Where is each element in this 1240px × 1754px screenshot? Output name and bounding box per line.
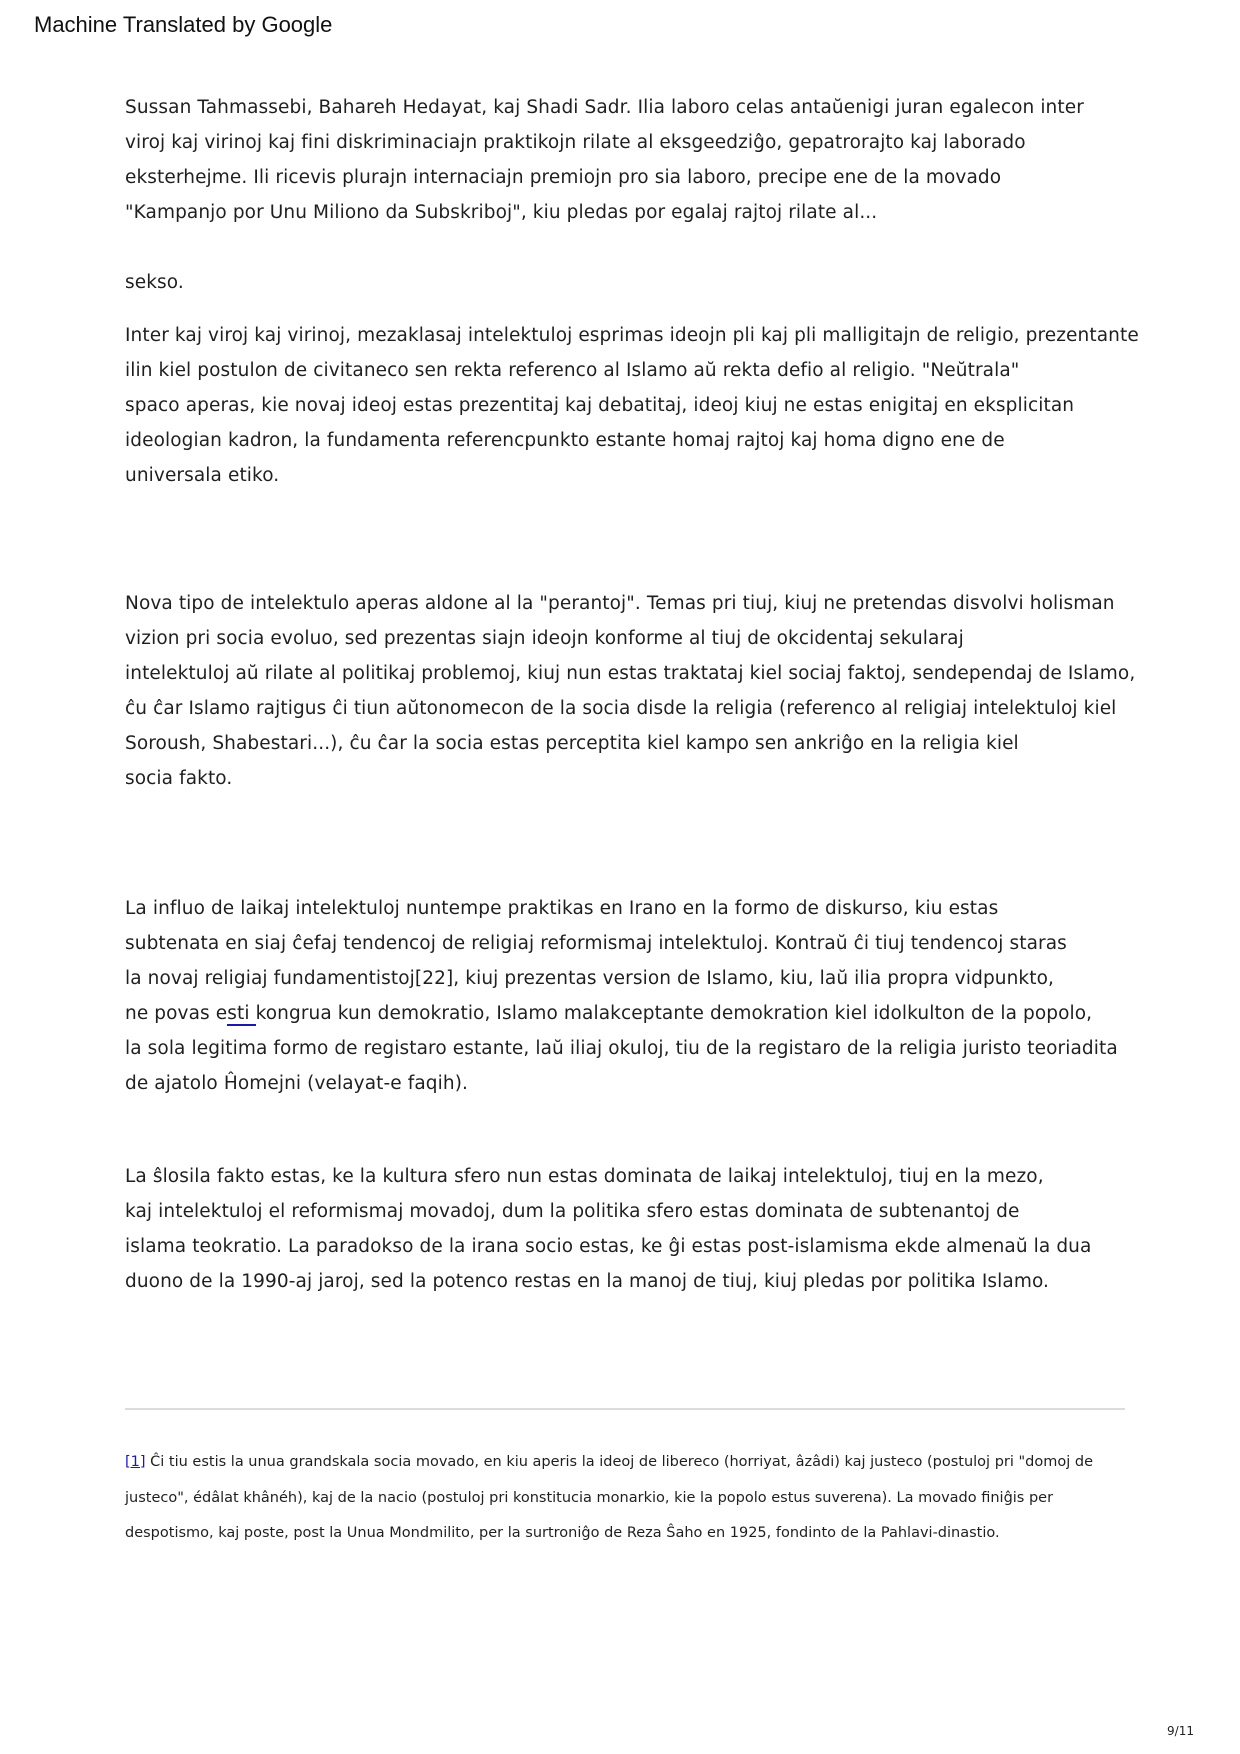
text-line: Nova tipo de intelektulo aperas aldone al la "perantoj". Temas pri tiuj, kiuj ne pretendas disvolvi holisman: [125, 593, 1115, 614]
footnote: [125, 1445, 1135, 1552]
machine-translation-banner: Machine Translated by Google: [34, 12, 333, 37]
text-line: duono de la 1990-aj jaroj, sed la potenco restas en la manoj de tiuj, kiuj pledas por politika Islamo.: [125, 1271, 1050, 1292]
footnote-ref-link[interactable]: [1]: [125, 1454, 146, 1470]
footnote-divider: [125, 1408, 1125, 1410]
text-line: La ŝlosila fakto estas, ke la kultura sfero nun estas dominata de laikaj intelektuloj, tiuj en la mezo,: [125, 1166, 1044, 1187]
text-line: "Kampanjo por Unu Miliono da Subskriboj", kiu pledas por egalaj rajtoj rilate al...: [125, 202, 878, 223]
text-line: ĉu ĉar Islamo rajtigus ĉi tiun aŭtonomecon de la socia disde la religia (referenco al religiaj intelektuloj kiel: [125, 698, 1117, 719]
underlined-link-fragment[interactable]: sti: [227, 1003, 256, 1024]
text-line: islama teokratio. La paradokso de la irana socio estas, ke ĝi estas post-islamisma ekde almenaŭ la dua: [125, 1236, 1092, 1257]
text-line: socia fakto.: [125, 768, 233, 789]
text-line: Soroush, Shabestari...), ĉu ĉar la socia estas perceptita kiel kampo sen ankriĝo en la religia kiel: [125, 733, 1019, 754]
text-line: kaj intelektuloj el reformismaj movadoj, dum la politika sfero estas dominata de subtenantoj de: [125, 1201, 1020, 1222]
page-body: [125, 90, 1139, 1299]
text-line: universala etiko.: [125, 465, 280, 486]
text-line: La influo de laikaj intelektuloj nuntempe praktikas en Irano en la formo de diskurso, kiu estas: [125, 898, 999, 919]
text-line: vizion pri socia evoluo, sed prezentas siajn ideojn konforme al tiuj de okcidentaj sekularaj: [125, 628, 964, 649]
footnote-line: [125, 1445, 1135, 1481]
text-line: la novaj religiaj fundamentistoj[22], kiuj prezentas version de Islamo, kiu, laŭ ilia propra vidpunkto,: [125, 968, 1055, 989]
page-number: 9/11: [1167, 1724, 1194, 1738]
text-line-with-link: ne povas esti kongrua kun demokratio, Islamo malakceptante demokration kiel idolkulton de la popolo,: [125, 1003, 1093, 1024]
footnote-line: despotismo, kaj poste, post la Unua Mondmilito, per la surtroniĝo de Reza Ŝaho en 1925, fondinto de la Pahlavi-dinastio.: [125, 1525, 1000, 1541]
paragraph-3: [125, 318, 1139, 493]
text-line: subtenata en siaj ĉefaj tendencoj de religiaj reformismaj intelektuloj. Kontraŭ ĉi tiuj tendencoj staras: [125, 933, 1067, 954]
paragraph-1: [125, 90, 1135, 230]
text-line: viroj kaj virinoj kaj fini diskriminaciajn praktikojn rilate al eksgeedziĝo, gepatrorajto kaj laborado: [125, 132, 1026, 153]
paragraph-2: [125, 265, 1135, 300]
text-line: ideologian kadron, la fundamenta referencpunkto estante homaj rajtoj kaj homa digno ene de: [125, 430, 1005, 451]
text-line: eksterhejme. Ili ricevis plurajn internaciajn premiojn pro sia laboro, precipe ene de la movado: [125, 167, 1002, 188]
text-line: intelektuloj aŭ rilate al politikaj problemoj, kiuj nun estas traktataj kiel sociaj faktoj, sendependaj de Islamo,: [125, 663, 1136, 684]
text-line: Inter kaj viroj kaj virinoj, mezaklasaj intelektuloj esprimas ideojn pli kaj pli malligitajn de religio, prezentante: [125, 325, 1139, 346]
paragraph-4: [125, 586, 1135, 796]
footnote-line: justeco", édâlat khânéh), kaj de la nacio (postuloj pri konstitucia monarkio, kie la popolo estus suverena). La movado finiĝis per: [125, 1489, 1054, 1506]
text-line: sekso.: [125, 272, 184, 293]
text-line: spaco aperas, kie novaj ideoj estas prezentitaj kaj debatitaj, ideoj kiuj ne estas enigitaj en eksplicitan: [125, 395, 1075, 416]
text-line: de ajatolo Ĥomejni (velayat-e faqih).: [125, 1073, 469, 1094]
paragraph-6: [125, 1159, 1135, 1299]
text-line: ilin kiel postulon de civitaneco sen rekta referenco al Islamo aŭ rekta defio al religio. "Neŭtrala": [125, 360, 1020, 381]
footnote-text: Ĉi tiu estis la unua grandskala socia movado, en kiu aperis la ideoj de libereco (horriyat, âzâdi) kaj justeco (postuloj pri "domoj de: [150, 1454, 1093, 1470]
text-line: Sussan Tahmassebi, Bahareh Hedayat, kaj Shadi Sadr. Ilia laboro celas antaŭenigi juran egalecon inter: [125, 97, 1084, 118]
paragraph-5: [125, 891, 1135, 1101]
text-line: la sola legitima formo de registaro estante, laŭ iliaj okuloj, tiu de la registaro de la religia juristo teoriadita: [125, 1038, 1118, 1059]
